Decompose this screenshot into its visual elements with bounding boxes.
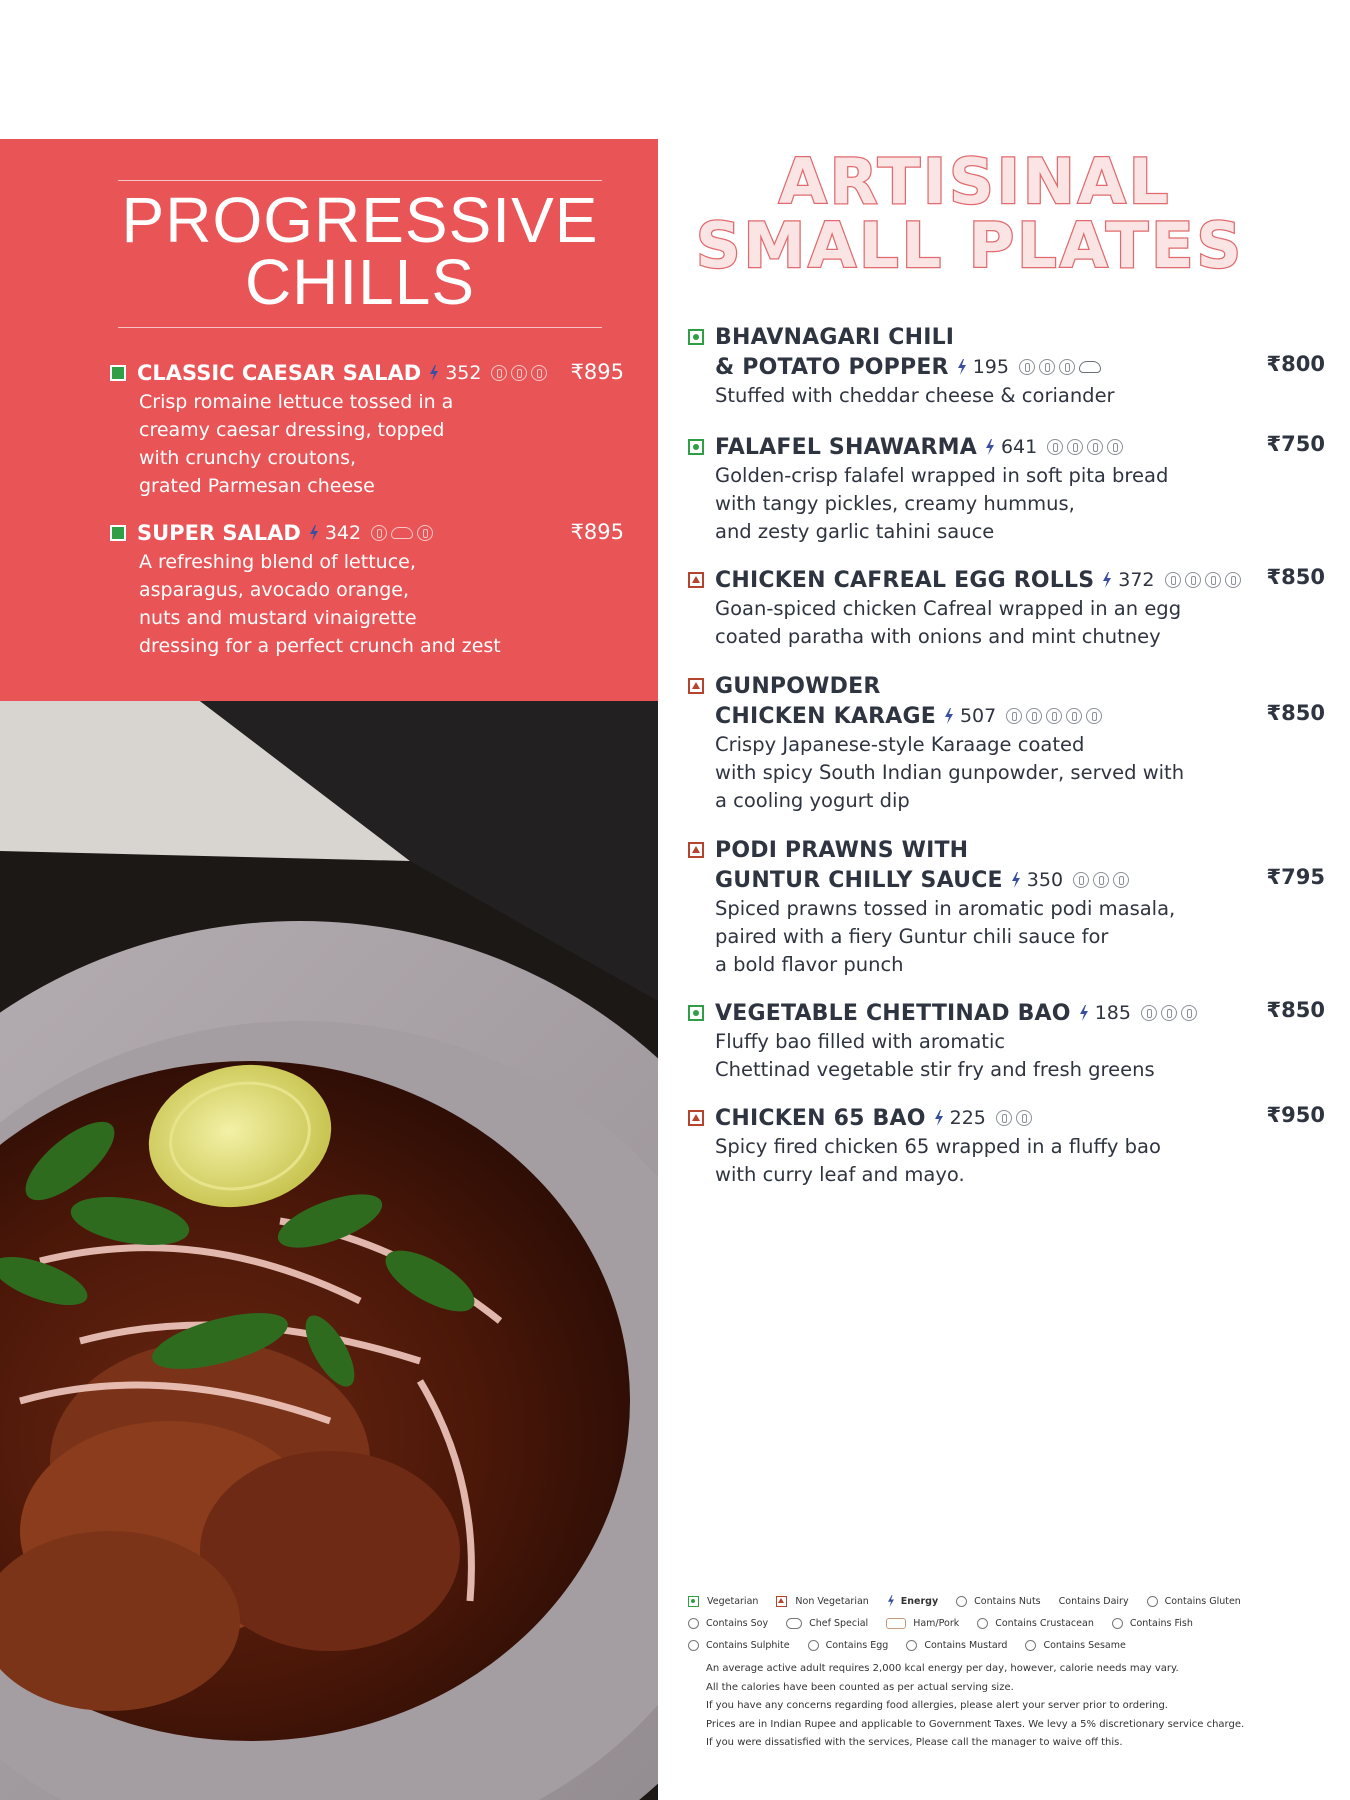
section-title-line1: PROGRESSIVE (121, 184, 599, 256)
item-price: ₹895 (570, 360, 624, 384)
contains-dairy-icon (371, 525, 387, 541)
item-description: Fluffy bao filled with aromatic Chettinad vegetable stir fry and fresh greens (715, 1030, 1155, 1081)
item-kcal: 185 (1094, 1002, 1131, 1024)
contains-gluten-icon (1059, 359, 1075, 375)
contains-nuts-icon (417, 525, 433, 541)
allergen-icons (367, 525, 433, 541)
legend-contains-mustard: Contains Mustard (906, 1640, 1007, 1651)
item-description: Spicy fired chicken 65 wrapped in a fluffy bao with curry leaf and mayo. (715, 1135, 1161, 1186)
nuts-icon (956, 1596, 967, 1607)
item-kcal: 641 (1000, 436, 1038, 458)
non-veg-icon (776, 1596, 787, 1607)
contains-soy-icon (1066, 708, 1082, 724)
footnote: All the calories have been counted as per actual serving size. (706, 1681, 1014, 1693)
item-description: Goan-spiced chicken Cafreal wrapped in an egg coated paratha with onions and mint chutney (715, 597, 1182, 648)
energy-icon (1079, 1005, 1089, 1021)
energy-icon (1102, 572, 1112, 588)
item-name: FALAFEL SHAWARMA (715, 434, 977, 460)
veg-icon (110, 525, 126, 541)
contains-gluten-icon (1006, 708, 1022, 724)
allergen-icons (1002, 708, 1102, 724)
section-title-line2: CHILLS (244, 246, 476, 318)
menu-item-super-salad[interactable] (110, 518, 630, 660)
sulphite-icon (688, 1640, 699, 1651)
contains-gluten-icon (1087, 439, 1103, 455)
non-veg-icon (688, 678, 704, 694)
contains-gluten-icon (1161, 1005, 1177, 1021)
contains-gluten-icon (511, 365, 527, 381)
energy-icon (1011, 872, 1021, 888)
item-price: ₹750 (1266, 432, 1325, 456)
item-name: CHICKEN 65 BAO (715, 1105, 926, 1131)
item-description: Spiced prawns tossed in aromatic podi masala, paired with a fiery Guntur chili sauce for a bold flavor punch (715, 897, 1176, 976)
menu-item-bhavnagari-chili-potato-popper[interactable] (688, 322, 1325, 410)
menu-item-podi-prawns-guntur-chilly-sauce[interactable] (688, 835, 1325, 979)
item-name: CLASSIC CAESAR SALAD (137, 361, 422, 385)
footnote: If you have any concerns regarding food allergies, please alert your server prior to ordering. (706, 1700, 1168, 1711)
contains-egg-icon (531, 365, 547, 381)
footnote: Prices are in Indian Rupee and applicable to Government Taxes. We levy a 5% discretionary service charge. (706, 1718, 1245, 1730)
title-top-rule (118, 180, 602, 181)
legend-ham-pork: Ham/Pork (886, 1618, 959, 1629)
pig-icon (886, 1618, 906, 1629)
chef-special-icon (786, 1618, 802, 1629)
dish-photo-image (0, 701, 658, 1800)
contains-dairy-icon (1141, 1005, 1157, 1021)
item-description: Stuffed with cheddar cheese & coriander (715, 384, 1115, 407)
chef-special-icon (1079, 361, 1101, 373)
item-name-line1: GUNPOWDER (715, 673, 881, 699)
non-veg-icon (688, 572, 704, 588)
allergen-icons (1137, 1005, 1197, 1021)
item-name-line2: & POTATO POPPER (715, 354, 949, 380)
contains-nuts-icon (1225, 572, 1241, 588)
contains-sulphite-icon (1046, 708, 1062, 724)
item-name-line1: PODI PRAWNS WITH (715, 837, 969, 863)
legend-chef-special: Chef Special (786, 1618, 868, 1629)
legend-non-vegetarian: Non Vegetarian (776, 1596, 868, 1607)
crustacean-icon (977, 1618, 988, 1629)
chef-special-icon (391, 527, 413, 539)
item-name-line1: BHAVNAGARI CHILI (715, 324, 955, 350)
item-kcal: 195 (972, 356, 1009, 378)
non-veg-icon (688, 1110, 704, 1126)
contains-gluten-icon (1016, 1110, 1032, 1126)
contains-dairy-icon (1185, 572, 1201, 588)
item-description: Crispy Japanese-style Karaage coated with spicy South Indian gunpowder, served with a cooling yogurt dip (715, 733, 1185, 812)
fish-icon (1112, 1618, 1123, 1629)
legend-contains-gluten: Contains Gluten (1147, 1596, 1241, 1607)
menu-item-falafel-shawarma[interactable] (688, 432, 1325, 546)
legend-contains-crustacean: Contains Crustacean (977, 1618, 1094, 1629)
contains-crustacean-icon (1113, 872, 1129, 888)
non-veg-icon (688, 842, 704, 858)
legend-contains-soy: Contains Soy (688, 1618, 768, 1629)
footnote: An average active adult requires 2,000 kcal energy per day, however, calorie needs may vary. (706, 1663, 1179, 1674)
gluten-icon (1147, 1596, 1158, 1607)
allergen-icons (992, 1110, 1032, 1126)
contains-dairy-icon (996, 1110, 1012, 1126)
energy-icon (429, 365, 439, 381)
contains-dairy-icon (1073, 872, 1089, 888)
allergen-icons (1015, 359, 1101, 375)
progressive-chills-panel (0, 139, 658, 701)
menu-item-chicken-65-bao[interactable] (688, 1103, 1325, 1189)
veg-icon (110, 365, 126, 381)
contains-nuts-icon (1019, 359, 1035, 375)
contains-dairy-icon (491, 365, 507, 381)
item-kcal: 225 (949, 1107, 986, 1129)
contains-egg-icon (1205, 572, 1221, 588)
allergen-icons (1069, 872, 1129, 888)
energy-icon (944, 708, 954, 724)
contains-dairy-icon (1026, 708, 1042, 724)
egg-icon (808, 1640, 819, 1651)
allergen-icons (1161, 572, 1241, 588)
dish-photo (0, 701, 658, 1800)
veg-icon (688, 439, 704, 455)
item-name: SUPER SALAD (137, 521, 301, 545)
item-kcal: 342 (324, 522, 362, 544)
allergen-icons (487, 365, 547, 381)
soy-icon (688, 1618, 699, 1629)
contains-nuts-icon (1107, 439, 1123, 455)
energy-icon (985, 439, 995, 455)
title-bottom-rule (118, 327, 602, 328)
contains-sulphite-icon (1093, 872, 1109, 888)
footnote: If you were dissatisfied with the services, Please call the manager to waive off this. (706, 1737, 1123, 1748)
section-title-progressive-chills (118, 184, 602, 318)
item-price: ₹850 (1266, 565, 1325, 589)
legend-vegetarian: Vegetarian (688, 1596, 758, 1607)
item-description: Crisp romaine lettuce tossed in a creamy caesar dressing, topped with crunchy croutons, grated Parmesan cheese (139, 391, 454, 497)
sesame-icon (1025, 1640, 1036, 1651)
item-price: ₹950 (1266, 1103, 1325, 1127)
veg-icon (688, 329, 704, 345)
energy-icon (309, 525, 319, 541)
heading-line2: SMALL PLATES (695, 209, 1245, 275)
item-name: VEGETABLE CHETTINAD BAO (715, 1000, 1071, 1026)
item-price: ₹850 (1266, 701, 1325, 725)
item-name: CHICKEN CAFREAL EGG ROLLS (715, 567, 1095, 593)
item-kcal: 507 (959, 705, 997, 727)
menu-item-chicken-cafreal-egg-rolls[interactable] (688, 565, 1325, 651)
menu-item-gunpowder-chicken-karage[interactable] (688, 671, 1325, 815)
item-price: ₹850 (1266, 998, 1325, 1022)
item-description: Golden-crisp falafel wrapped in soft pita bread with tangy pickles, creamy hummus, and zesty garlic tahini sauce (715, 464, 1169, 543)
menu-footnotes (706, 1660, 1266, 1753)
legend-contains-egg: Contains Egg (808, 1640, 889, 1651)
item-kcal: 350 (1026, 869, 1064, 891)
energy-icon (887, 1595, 895, 1607)
dietary-legend (688, 1590, 1248, 1656)
heading-line1: ARTISINAL (778, 145, 1172, 218)
contains-egg-icon (1086, 708, 1102, 724)
item-kcal: 352 (445, 362, 482, 384)
contains-sesame-icon (1067, 439, 1083, 455)
contains-sesame-icon (1181, 1005, 1197, 1021)
legend-contains-dairy: Contains Dairy (1058, 1595, 1129, 1607)
section-heading-artisinal-small-plates (680, 135, 1280, 275)
item-price: ₹895 (570, 520, 624, 544)
item-price: ₹800 (1266, 352, 1325, 376)
energy-icon (957, 359, 967, 375)
menu-item-vegetable-chettinad-bao[interactable] (688, 998, 1325, 1084)
contains-dairy-icon (1039, 359, 1055, 375)
veg-icon (688, 1005, 704, 1021)
legend-contains-fish: Contains Fish (1112, 1618, 1193, 1629)
contains-dairy-icon (1047, 439, 1063, 455)
mustard-icon (906, 1640, 917, 1651)
item-price: ₹795 (1266, 865, 1325, 889)
legend-contains-sesame: Contains Sesame (1025, 1640, 1125, 1651)
veg-icon (688, 1596, 699, 1607)
item-name-line2: CHICKEN KARAGE (715, 703, 936, 729)
legend-contains-nuts: Contains Nuts (956, 1596, 1040, 1607)
item-description: A refreshing blend of lettuce, asparagus, avocado orange, nuts and mustard vinaigrette dressing for a perfect crunch and zest (139, 551, 501, 657)
item-kcal: 372 (1118, 569, 1155, 591)
allergen-icons (1043, 439, 1123, 455)
legend-energy: Energy (887, 1595, 938, 1607)
item-name-line2: GUNTUR CHILLY SAUCE (715, 867, 1003, 893)
contains-gluten-icon (1165, 572, 1181, 588)
menu-item-classic-caesar-salad[interactable] (110, 358, 630, 500)
energy-icon (934, 1110, 944, 1126)
legend-contains-sulphite: Contains Sulphite (688, 1640, 790, 1651)
